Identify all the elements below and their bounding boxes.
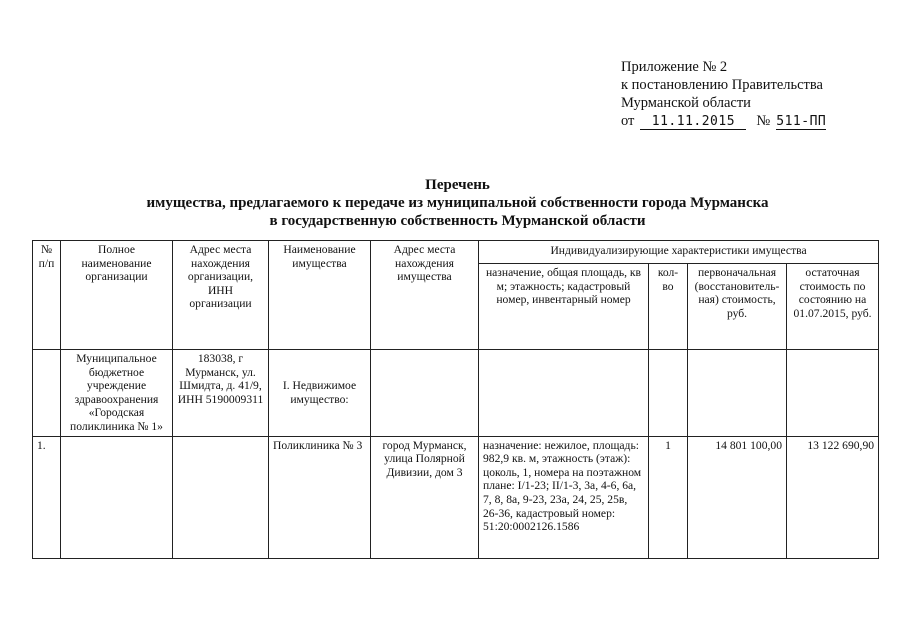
header-property-address: Адрес места нахождения имущества — [371, 241, 479, 350]
header-characteristics: Индивидуализирующие характеристики имущества — [479, 241, 879, 264]
title-line-2: имущества, предлагаемого к передаче из муниципальной собственности города Мурманска — [146, 195, 769, 211]
document-title — [0, 176, 905, 230]
org-row-empty-2 — [479, 350, 649, 437]
org-row-num — [33, 350, 61, 437]
org-row-address: 183038, г Мурманск, ул. Шмидта, д. 41/9, ИНН 5190009311 — [173, 350, 269, 437]
decree-date: 11.11.2015 — [640, 115, 746, 130]
header-org-address: Адрес места нахождения организации, ИНН организации — [173, 241, 269, 350]
row-residual-cost: 13 122 690,90 — [787, 436, 879, 558]
org-row — [33, 350, 879, 437]
title-line-1: Перечень — [425, 177, 490, 193]
row-org-name — [61, 436, 173, 558]
appendix-date-line — [621, 112, 826, 130]
org-row-empty-5 — [787, 350, 879, 437]
row-quantity: 1 — [649, 436, 688, 558]
header-property-name: Наименование имущества — [269, 241, 371, 350]
org-row-property-type: I. Недвижимое имущество: — [269, 350, 371, 437]
appendix-line-1: Приложение № 2 — [621, 59, 728, 75]
table-row — [33, 436, 879, 558]
header-quantity: кол-во — [649, 264, 688, 350]
org-row-empty-1 — [371, 350, 479, 437]
org-row-empty-3 — [649, 350, 688, 437]
row-num: 1. — [33, 436, 61, 558]
row-purpose: назначение: нежилое, площадь: 982,9 кв. м, этажность (этаж): цоколь, 1, номера на поэтажном плане: I/1-23; II/1-3, 3а, 4-6, 6а, 7, 8, 8а, 9-23, 23а, 24, 25, 25в, 26-36, кадастровый номер: 51:20:0002126.1586 — [479, 436, 649, 558]
decree-number: 511-ПП — [776, 114, 827, 129]
header-residual-cost: остаточная стоимость по состоянию на 01.07.2015, руб. — [787, 264, 879, 350]
row-initial-cost: 14 801 100,00 — [688, 436, 787, 558]
row-org-address — [173, 436, 269, 558]
number-label: № — [756, 113, 771, 129]
row-property-address: город Мурманск, улица Полярной Дивизии, дом 3 — [371, 436, 479, 558]
header-org-name: Полное наименование организации — [61, 241, 173, 350]
header-initial-cost: первоначальная (восстановитель-ная) стоимость, руб. — [688, 264, 787, 350]
header-num: № п/п — [33, 241, 61, 350]
appendix-block — [621, 58, 826, 130]
property-table — [32, 240, 879, 559]
header-purpose: назначение, общая площадь, кв м; этажность; кадастровый номер, инвентарный номер — [479, 264, 649, 350]
org-row-name: Муниципальное бюджетное учреждение здравоохранения «Городская поликлиника № 1» — [61, 350, 173, 437]
org-row-empty-4 — [688, 350, 787, 437]
appendix-line-2: к постановлению Правительства — [621, 77, 823, 93]
header-row-1 — [33, 241, 879, 264]
title-line-3: в государственную собственность Мурманской области — [269, 213, 646, 229]
row-property-name: Поликлиника № 3 — [269, 436, 371, 558]
appendix-line-3: Мурманской области — [621, 95, 751, 111]
from-label: от — [621, 113, 635, 129]
